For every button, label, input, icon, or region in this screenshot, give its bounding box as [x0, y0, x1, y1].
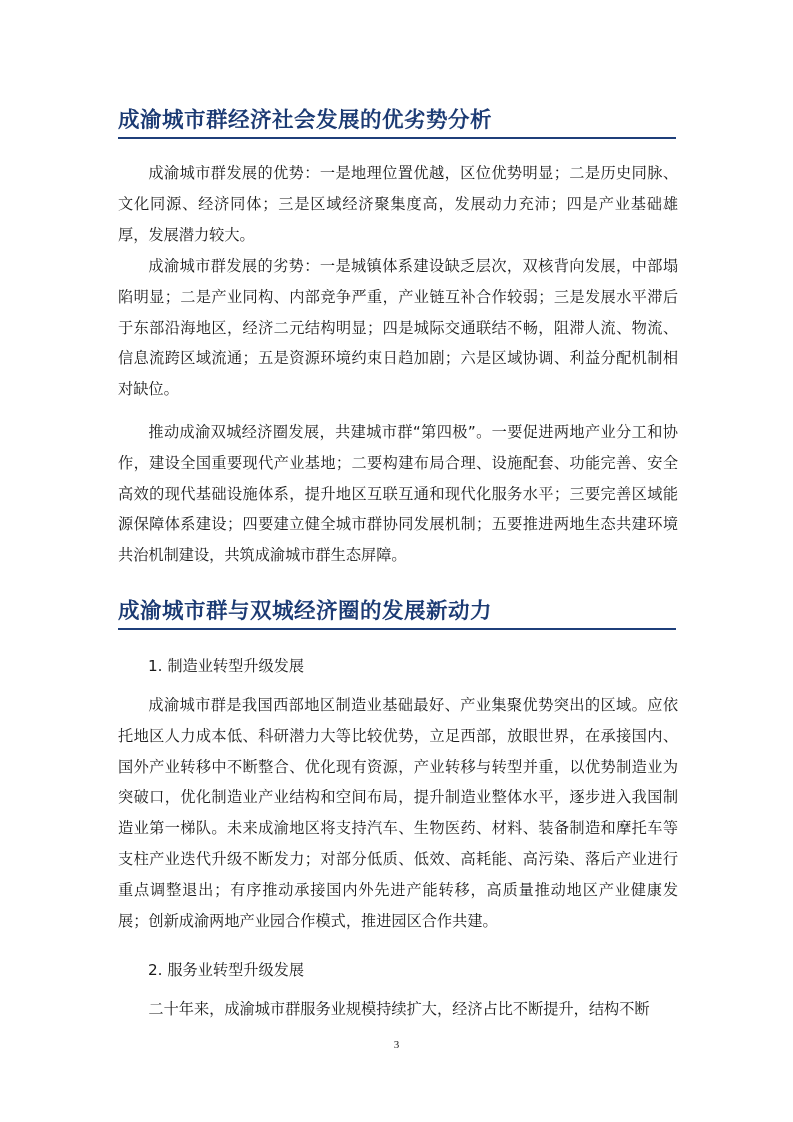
section-title-advantages: 成渝城市群经济社会发展的优劣势分析 — [118, 108, 493, 133]
paragraph-advantages: 成渝城市群发展的优势：一是地理位置优越，区位优势明显；二是历史同脉、文化同源、经济同体；三是区域经济聚集度高，发展动力充沛；四是产业基础雄厚，发展潜力较大。 — [118, 164, 678, 244]
page-number: 3 — [393, 1039, 400, 1051]
section-title-rule — [118, 628, 676, 630]
section-title-rule — [118, 137, 676, 139]
subheading-manufacturing: 1. 制造业转型升级发展 — [148, 657, 305, 675]
paragraph-disadvantages: 成渝城市群发展的劣势：一是城镇体系建设缺乏层次，双核背向发展，中部塌陷明显；二是产业同构、内部竞争严重，产业链互补合作较弱；三是发展水平滞后于东部沿海地区，经济二元结构明显；四是城际交通联结不畅，阻滞人流、物流、信息流跨区域流通；五是资源环境约束日趋加剧；六是区域协调、利益分配机制相对缺位。 — [118, 257, 678, 399]
paragraph-manufacturing: 成渝城市群是我国西部地区制造业基础最好、产业集聚优势突出的区域。应依托地区人力成本低、科研潜力大等比较优势，立足西部，放眼世界，在承接国内、国外产业转移中不断整合、优化现有资源，产业转移与转型并重，以优势制造业为突破口，优化制造业产业结构和空间布局，提升制造业整体水平，逐步进入我国制造业第一梯队。未来成渝地区将支持汽车、生物医药、材料、装备制造和摩托车等支柱产业迭代升级不断发力；对部分低质、低效、高耗能、高污染、落后产业进行重点调整退出；有序推动承接国内外先进产能转移，高质量推动地区产业健康发展；创新成渝两地产业园合作模式，推进园区合作共建。 — [118, 696, 678, 930]
paragraph-recommendations: 推动成渝双城经济圈发展，共建城市群“第四极”。一要促进两地产业分工和协作，建设全国重要现代产业基地；二要构建布局合理、设施配套、功能完善、安全高效的现代基础设施体系，提升地区互联互通和现代化服务水平；三要完善区域能源保障体系建设；四要建立健全城市群协同发展机制；五要推进两地生态共建环境共治机制建设，共筑成渝城市群生态屏障。 — [118, 423, 678, 565]
section-title-new-drivers: 成渝城市群与双城经济圈的发展新动力 — [118, 599, 493, 624]
paragraph-services: 二十年来，成渝城市群服务业规模持续扩大，经济占比不断提升，结构不断 — [148, 1000, 650, 1018]
subheading-services: 2. 服务业转型升级发展 — [148, 961, 305, 979]
